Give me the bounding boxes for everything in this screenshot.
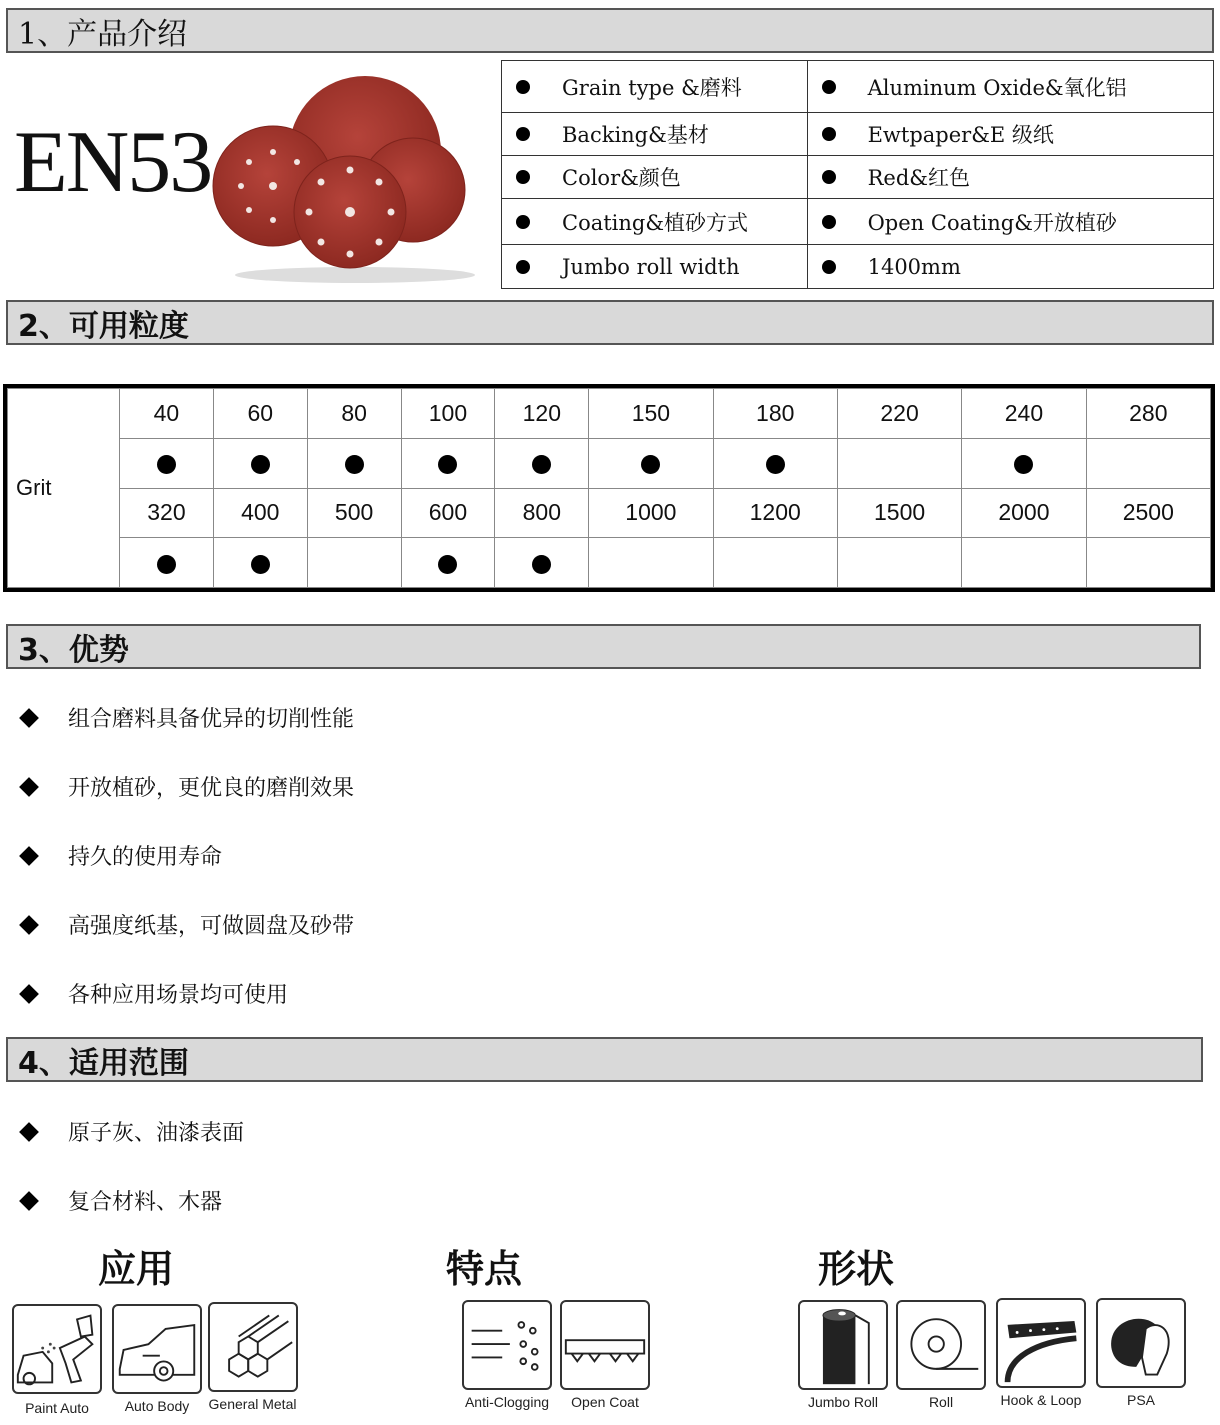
grit-value-cell: 60 <box>213 389 307 439</box>
grit-availability-cell <box>495 438 589 488</box>
diamond-bullet-icon <box>19 708 39 728</box>
spec-label-cell <box>502 113 808 156</box>
available-dot-icon <box>345 455 364 474</box>
spec-row <box>502 199 1214 245</box>
feature-caption: Anti-Clogging <box>464 1394 550 1410</box>
grit-availability-cell <box>401 438 495 488</box>
spec-label: Color&颜色 <box>562 166 681 190</box>
grit-availability-cell <box>213 438 307 488</box>
shape-caption: Roll <box>928 1394 954 1410</box>
grit-value-cell: 100 <box>401 389 495 439</box>
spec-value: Red&红色 <box>867 166 970 190</box>
grit-value-cell: 120 <box>495 389 589 439</box>
grit-value-cell: 40 <box>120 389 214 439</box>
bullet-dot-icon <box>822 127 836 141</box>
spec-value: Ewtpaper&E 级纸 <box>867 123 1054 147</box>
section-title: 1、产品介绍 <box>18 16 188 52</box>
open-coat-icon <box>560 1300 650 1390</box>
available-dot-icon <box>251 555 270 574</box>
diamond-bullet-icon <box>19 1191 39 1211</box>
grit-availability-cell <box>213 538 307 588</box>
grit-availability-cell <box>962 538 1086 588</box>
grit-table <box>7 388 1211 588</box>
roll-icon <box>896 1300 986 1390</box>
spec-value-cell <box>807 199 1213 245</box>
advantage-text: 开放植砂，更优良的磨削效果 <box>68 776 355 801</box>
spec-row <box>502 113 1214 156</box>
available-dot-icon <box>532 555 551 574</box>
grit-table-frame <box>3 384 1215 592</box>
application-item <box>18 1116 244 1147</box>
grit-label: Grit <box>8 389 120 588</box>
grit-availability-cell <box>307 438 401 488</box>
grit-value-cell: 2500 <box>1086 488 1210 538</box>
product-model: EN53 <box>14 114 212 211</box>
spec-row <box>502 156 1214 199</box>
shape-caption: Hook & Loop <box>1000 1392 1082 1408</box>
grit-availability-cell <box>837 538 961 588</box>
section-header-applications <box>6 1037 1203 1082</box>
spec-label-cell <box>502 245 808 289</box>
grit-value-cell: 800 <box>495 488 589 538</box>
grit-availability-cell <box>120 438 214 488</box>
available-dot-icon <box>251 455 270 474</box>
bullet-dot-icon <box>516 260 530 274</box>
spec-label: Jumbo roll width <box>562 254 740 279</box>
grit-availability-cell <box>307 538 401 588</box>
advantage-item <box>18 702 354 733</box>
grit-availability-row <box>8 538 1211 588</box>
application-caption: General Metal <box>208 1396 297 1412</box>
application-group-title: 应用 <box>98 1247 175 1291</box>
available-dot-icon <box>438 455 457 474</box>
available-dot-icon <box>157 555 176 574</box>
diamond-bullet-icon <box>19 1122 39 1142</box>
grit-value-cell: 240 <box>962 389 1086 439</box>
spec-label-cell <box>502 61 808 113</box>
diamond-bullet-icon <box>19 984 39 1004</box>
features-group-title: 特点 <box>446 1247 523 1291</box>
spec-label-cell <box>502 199 808 245</box>
advantage-item <box>18 909 354 940</box>
section-header-advantages <box>6 624 1201 669</box>
grit-availability-cell <box>589 438 713 488</box>
advantage-item <box>18 978 288 1009</box>
application-text: 原子灰、油漆表面 <box>68 1121 245 1146</box>
available-dot-icon <box>1014 455 1033 474</box>
grit-value-cell: 400 <box>213 488 307 538</box>
spec-value: Aluminum Oxide&氧化铝 <box>867 75 1127 100</box>
spec-value-cell <box>807 156 1213 199</box>
available-dot-icon <box>157 455 176 474</box>
grit-value-row <box>8 389 1211 439</box>
grit-availability-cell <box>1086 538 1210 588</box>
advantage-text: 各种应用场景均可使用 <box>68 983 289 1008</box>
section-header-intro <box>6 8 1214 53</box>
application-caption: Auto Body <box>124 1398 190 1414</box>
bullet-dot-icon <box>822 215 836 229</box>
available-dot-icon <box>532 455 551 474</box>
application-item <box>18 1185 222 1216</box>
advantage-item <box>18 771 354 802</box>
feature-caption: Open Coat <box>571 1394 639 1410</box>
bullet-dot-icon <box>516 80 530 94</box>
grit-availability-cell <box>837 438 961 488</box>
section-header-grits <box>6 300 1214 345</box>
spec-label: Coating&植砂方式 <box>562 210 749 235</box>
grit-value-cell: 80 <box>307 389 401 439</box>
grit-value-cell: 1000 <box>589 488 713 538</box>
paint-spray-icon <box>12 1304 102 1394</box>
spec-label: Grain type &磨料 <box>562 75 742 100</box>
bullet-dot-icon <box>822 80 836 94</box>
shape-group-title: 形状 <box>818 1247 895 1291</box>
hook-loop-icon <box>996 1298 1086 1388</box>
shape-caption: Jumbo Roll <box>807 1394 879 1410</box>
spec-value-cell <box>807 113 1213 156</box>
spec-value-cell <box>807 61 1213 113</box>
grit-value-cell: 180 <box>713 389 837 439</box>
section-title: 4、适用范围 <box>18 1045 189 1081</box>
grit-availability-cell <box>713 438 837 488</box>
grit-availability-cell <box>1086 438 1210 488</box>
bullet-dot-icon <box>822 260 836 274</box>
available-dot-icon <box>641 455 660 474</box>
grit-value-cell: 220 <box>837 389 961 439</box>
application-text: 复合材料、木器 <box>68 1190 223 1215</box>
grit-value-cell: 1500 <box>837 488 961 538</box>
spec-value-cell <box>807 245 1213 289</box>
metal-bars-icon <box>208 1302 298 1392</box>
shape-caption: PSA <box>1126 1392 1155 1408</box>
product-image <box>205 70 480 285</box>
grit-value-cell: 150 <box>589 389 713 439</box>
bullet-dot-icon <box>516 127 530 141</box>
grit-availability-row <box>8 438 1211 488</box>
jumbo-roll-icon <box>798 1300 888 1390</box>
grit-value-cell: 320 <box>120 488 214 538</box>
diamond-bullet-icon <box>19 846 39 866</box>
bullet-dot-icon <box>516 215 530 229</box>
spec-label-cell <box>502 156 808 199</box>
advantage-text: 组合磨料具备优异的切削性能 <box>68 707 355 732</box>
spec-row <box>502 245 1214 289</box>
grit-availability-cell <box>589 538 713 588</box>
spec-table <box>501 60 1214 289</box>
grit-value-cell: 280 <box>1086 389 1210 439</box>
car-body-icon <box>112 1304 202 1394</box>
section-title: 2、可用粒度 <box>18 308 189 344</box>
diamond-bullet-icon <box>19 777 39 797</box>
available-dot-icon <box>438 555 457 574</box>
bullet-dot-icon <box>516 170 530 184</box>
grit-value-cell: 500 <box>307 488 401 538</box>
grit-value-cell: 600 <box>401 488 495 538</box>
diamond-bullet-icon <box>19 915 39 935</box>
available-dot-icon <box>766 455 785 474</box>
grit-availability-cell <box>962 438 1086 488</box>
grit-value-cell: 2000 <box>962 488 1086 538</box>
spec-row <box>502 61 1214 113</box>
spec-value: 1400mm <box>867 254 961 279</box>
grit-availability-cell <box>120 538 214 588</box>
anti-clogging-icon <box>462 1300 552 1390</box>
grit-availability-cell <box>495 538 589 588</box>
psa-icon <box>1096 1298 1186 1388</box>
grit-value-row <box>8 488 1211 538</box>
section-title: 3、优势 <box>18 632 129 668</box>
spec-value: Open Coating&开放植砂 <box>867 210 1117 235</box>
advantage-text: 持久的使用寿命 <box>68 845 223 870</box>
advantage-item <box>18 840 222 871</box>
application-caption: Paint Auto <box>25 1400 89 1416</box>
spec-label: Backing&基材 <box>562 123 709 147</box>
advantage-text: 高强度纸基，可做圆盘及砂带 <box>68 914 355 939</box>
grit-availability-cell <box>401 538 495 588</box>
grit-value-cell: 1200 <box>713 488 837 538</box>
grit-availability-cell <box>713 538 837 588</box>
bullet-dot-icon <box>822 170 836 184</box>
